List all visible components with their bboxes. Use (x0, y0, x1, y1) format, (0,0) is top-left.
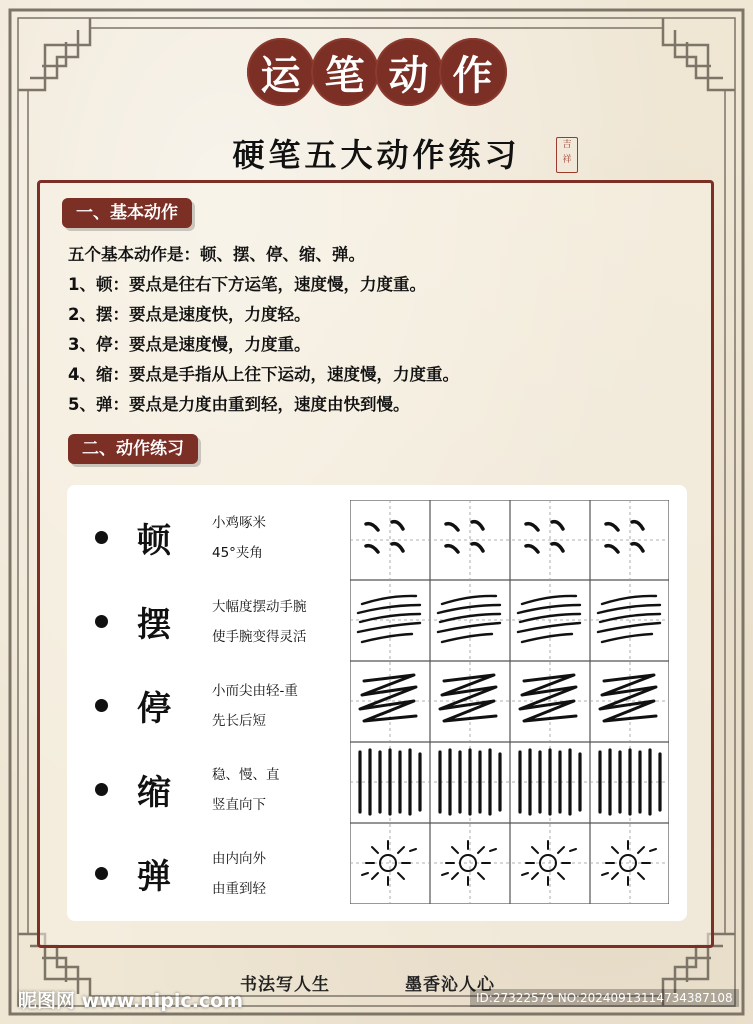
basic-line: 2、摆：要点是速度快，力度轻。 (68, 305, 311, 324)
practice-desc: 稳、慢、直 (212, 767, 280, 783)
red-seal-stamp (556, 137, 578, 173)
title-char: 作 (439, 38, 507, 106)
practice-desc: 小而尖由轻-重 (212, 683, 298, 699)
practice-desc: 大幅度摆动手腕 (212, 599, 307, 615)
practice-desc: 45°夹角 (212, 545, 263, 561)
practice-desc: 竖直向下 (212, 797, 266, 813)
bullet-icon (95, 783, 108, 796)
watermark-id: ID:27322579 NO:20240913114734387108 (470, 989, 739, 1007)
practice-char: 弹 (137, 857, 171, 897)
practice-desc: 先长后短 (212, 713, 266, 729)
subtitle: 硬笔五大动作练习 (232, 136, 521, 174)
practice-char: 顿 (137, 521, 171, 561)
practice-char: 停 (137, 689, 171, 729)
seal-line: 祥 (562, 155, 572, 165)
title-char: 笔 (311, 38, 379, 106)
practice-row-ting (67, 665, 347, 745)
watermark-site: 昵图网 www.nipic.com (18, 990, 244, 1012)
practice-desc: 由重到轻 (212, 881, 266, 897)
practice-desc: 小鸡啄米 (212, 515, 266, 531)
main-title (0, 38, 753, 106)
basic-line: 3、停：要点是速度慢，力度重。 (68, 335, 311, 354)
practice-desc: 使手腕变得灵活 (212, 629, 307, 645)
bullet-icon (95, 867, 108, 880)
title-char: 动 (375, 38, 443, 106)
footer-motto-right: 墨香沁人心 (405, 975, 495, 995)
bullet-icon (95, 615, 108, 628)
bullet-icon (95, 531, 108, 544)
practice-row-suo (67, 749, 347, 829)
section-practice-label: 二、动作练习 (68, 434, 198, 464)
practice-char: 缩 (137, 773, 171, 813)
basic-line: 1、顿：要点是往右下方运笔，速度慢，力度重。 (68, 275, 426, 294)
practice-grid (350, 500, 669, 904)
title-char: 运 (247, 38, 315, 106)
basic-actions-list (68, 240, 708, 420)
basic-line: 五个基本动作是：顿、摆、停、缩、弹。 (68, 245, 365, 264)
practice-row-tan (67, 833, 347, 913)
practice-desc: 由内向外 (212, 851, 266, 867)
practice-char: 摆 (137, 605, 171, 645)
bullet-icon (95, 699, 108, 712)
practice-row-bai (67, 581, 347, 661)
seal-line: 吉 (562, 140, 572, 150)
basic-line: 5、弹：要点是力度由重到轻，速度由快到慢。 (68, 395, 410, 414)
footer-motto-left: 书法写人生 (240, 975, 330, 995)
basic-line: 4、缩：要点是手指从上往下运动，速度慢，力度重。 (68, 365, 459, 384)
practice-row-dun (67, 497, 347, 577)
section-basic-label: 一、基本动作 (62, 198, 192, 228)
